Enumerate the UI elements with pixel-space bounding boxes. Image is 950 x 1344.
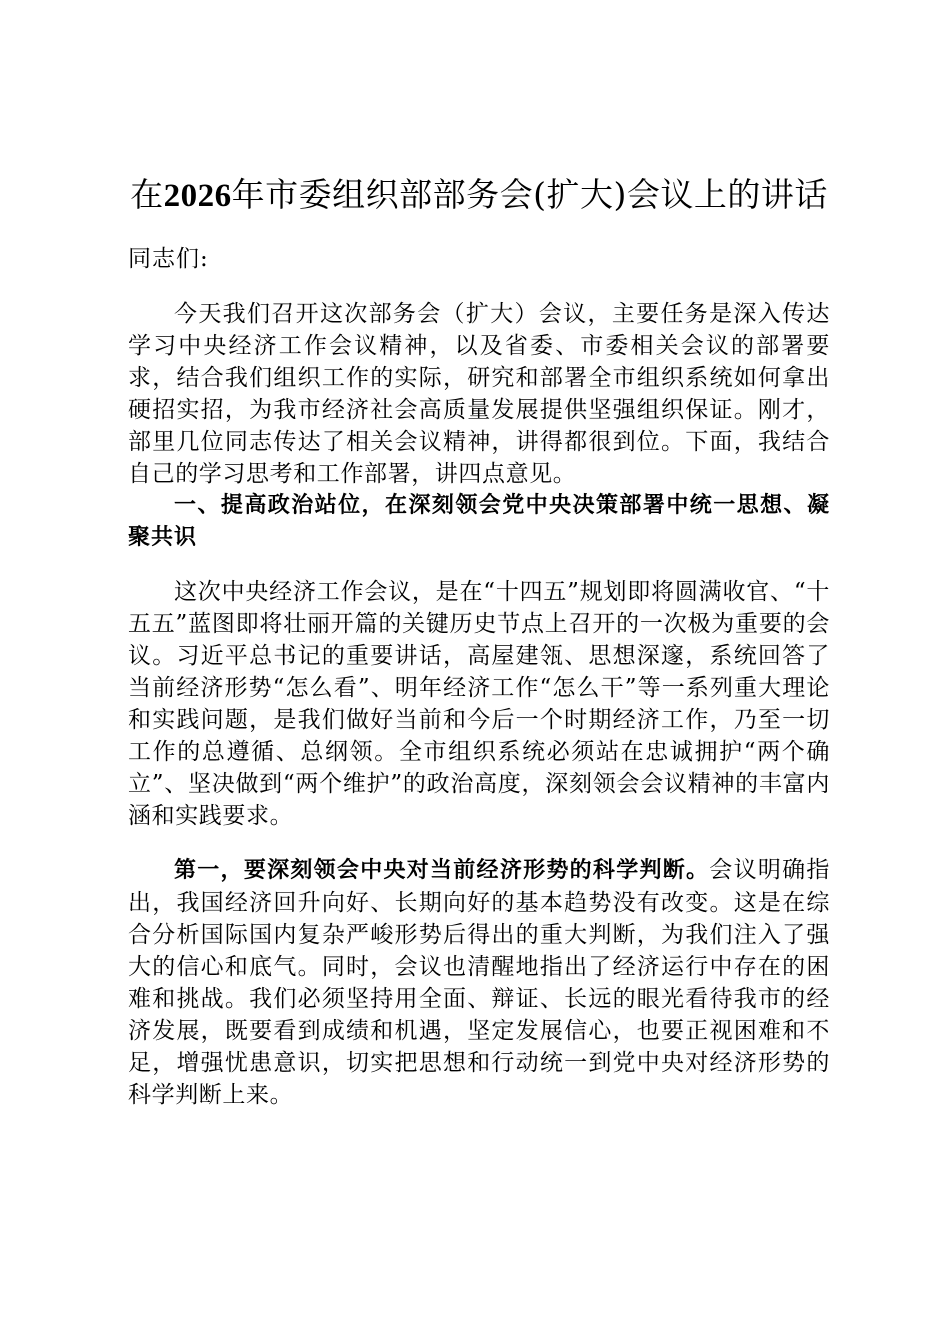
point-1-lead: 第一，要深刻领会中央对当前经济形势的科学判断。	[174, 858, 710, 883]
section-1-paragraph: 这次中央经济工作会议，是在“十四五”规划即将圆满收官、“十五五”蓝图即将壮丽开篇的关键历史节点上召开的一次极为重要的会议。习近平总书记的重要讲话，高屋建瓴、思想深邃，系统回答了当前经济形势“怎么看”、明年经济工作“怎么干”等一系列重大理论和实践问题，是我们做好当前和今后一个时期经济工作，乃至一切工作的总遵循、总纲领。全市组织系统必须站在忠诚拥护“两个确立”、坚决做到“两个维护”的政治高度，深刻领会会议精神的丰富内涵和实践要求。	[128, 579, 830, 829]
title-rest: 年市委组织部部务会(扩大)会议上的讲话	[231, 175, 828, 214]
point-1-paragraph	[128, 854, 830, 1111]
section-1-heading: 一、提高政治站位，在深刻领会党中央决策部署中统一思想、凝聚共识	[128, 493, 830, 550]
document-page	[128, 170, 830, 1111]
title-prefix: 在	[130, 175, 164, 214]
point-1-body: 会议明确指出，我国经济回升向好、长期向好的基本趋势没有改变。这是在综合分析国际国内复杂严峻形势后得出的重大判断，为我们注入了强大的信心和底气。同时，会议也清醒地指出了经济运行中存在的困难和挑战。我们必须坚持用全面、辩证、长远的眼光看待我市的经济发展，既要看到成绩和机遇，坚定发展信心，也要正视困难和不足，增强忧患意识，切实把思想和行动统一到党中央对经济形势的科学判断上来。	[128, 857, 830, 1108]
title-year: 2026	[163, 178, 232, 214]
salutation: 同志们:	[128, 246, 209, 272]
intro-paragraph: 今天我们召开这次部务会（扩大）会议，主要任务是深入传达学习中央经济工作会议精神，以及省委、市委相关会议的部署要求，结合我们组织工作的实际，研究和部署全市组织系统如何拿出硬招实招，为我市经济社会高质量发展提供坚强组织保证。刚才，部里几位同志传达了相关会议精神，讲得都很到位。下面，我结合自己的学习思考和工作部署，讲四点意见。	[128, 301, 830, 487]
document-title	[128, 170, 830, 221]
